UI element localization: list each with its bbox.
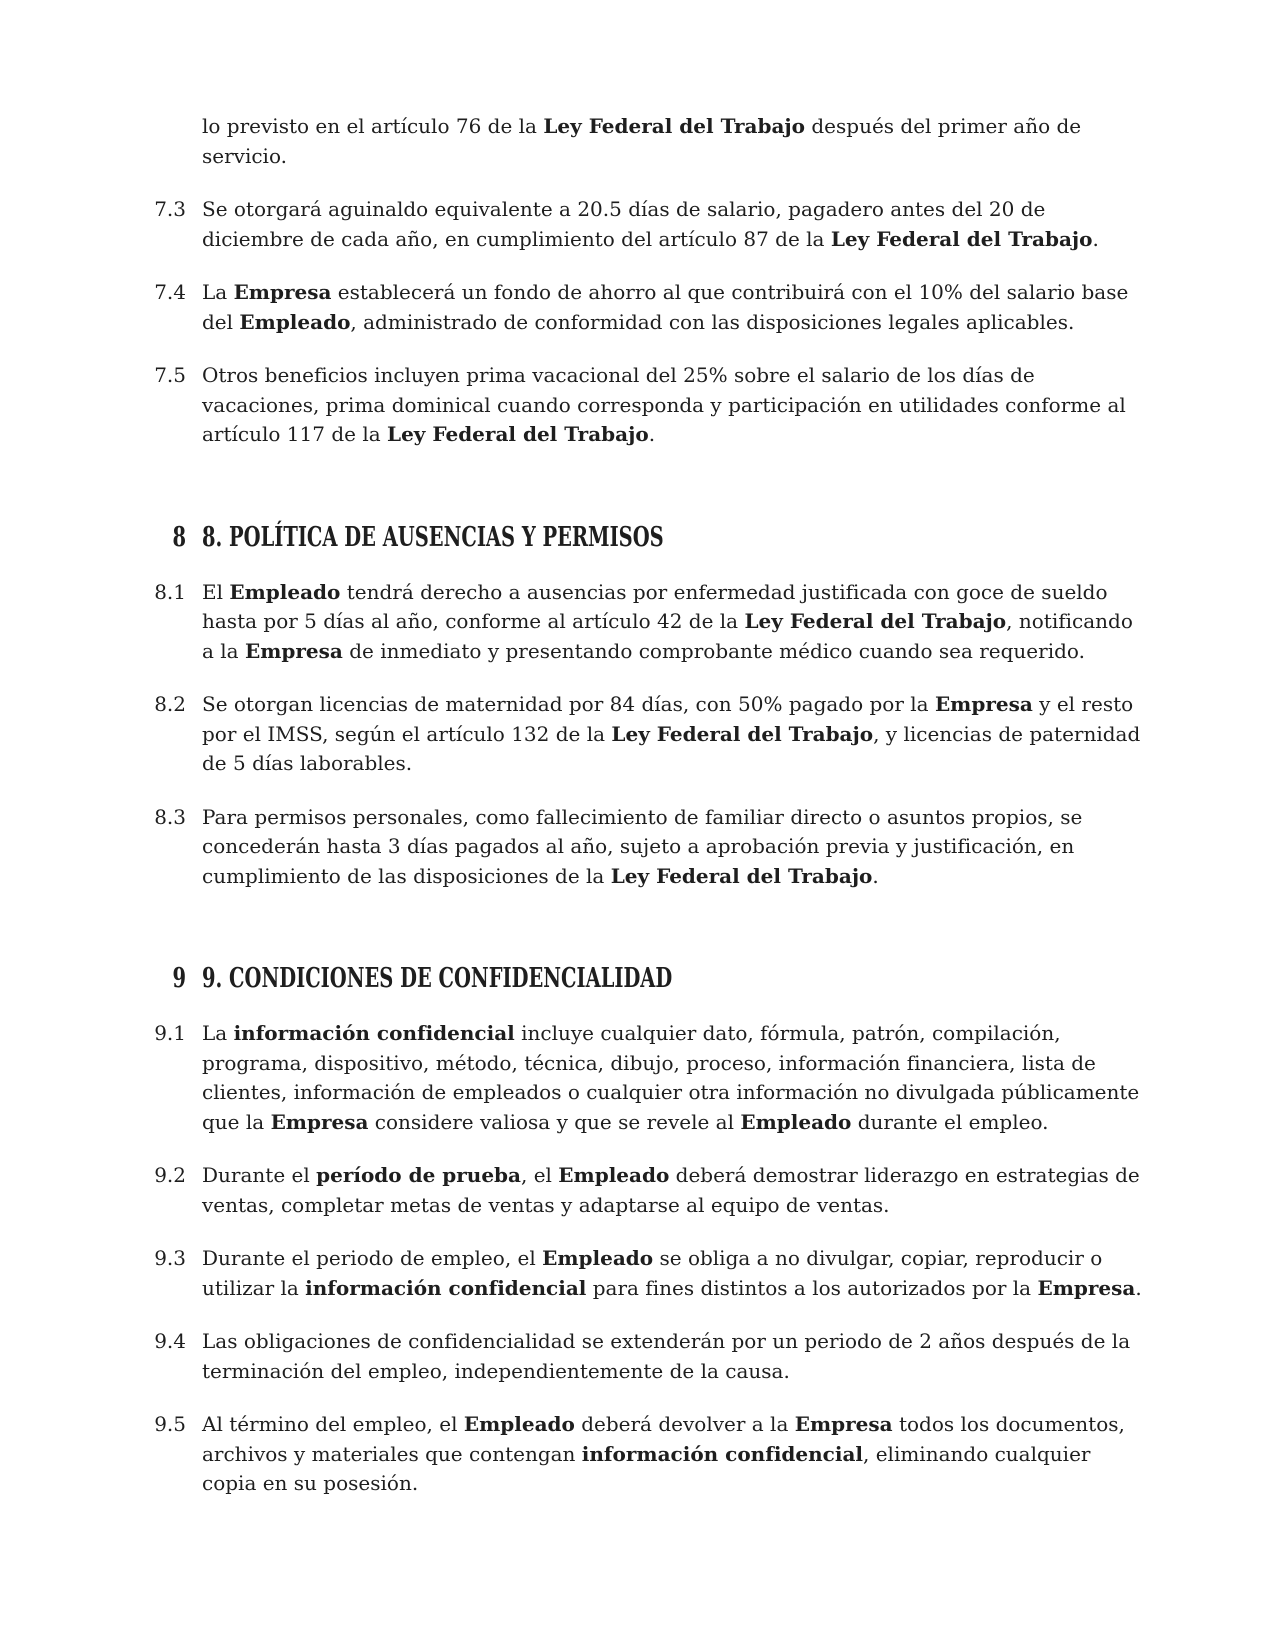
bold-term: Empresa — [244, 638, 343, 663]
clause-number: 9.5 — [154, 1412, 186, 1436]
bold-term: Ley Federal del Trabajo — [744, 609, 1007, 633]
section-title — [202, 963, 882, 995]
clause-row — [150, 1327, 1150, 1386]
clause-row — [150, 803, 1150, 892]
bold-term: Empresa — [794, 1412, 893, 1436]
bold-term: información confidencial — [233, 1021, 515, 1045]
clause-row — [150, 690, 1150, 779]
clause-number: 8.2 — [154, 692, 186, 716]
clause-number: 7.5 — [154, 363, 186, 387]
clause-row — [150, 1019, 1150, 1137]
clause-row — [150, 578, 1150, 667]
clause-row — [150, 195, 1150, 254]
clause-number: 7.4 — [154, 280, 186, 304]
clause-text: lo previsto en el artículo 76 de la Ley Federal del Trabajo después del primer año de servicio. — [202, 114, 1082, 168]
clause-text: Se otorgan licencias de maternidad por 84 días, con 50% pagado por la Empresa y el resto por el IMSS, según el artículo 132 de la Ley Federal del Trabajo, y licencias de paternidad de 5 días laborables. — [202, 692, 1141, 775]
bold-term: Empresa — [1037, 1275, 1136, 1300]
clause-number: 9.3 — [154, 1246, 186, 1270]
bold-term: Ley Federal del Trabajo — [543, 114, 806, 138]
clause-number: 9.1 — [154, 1021, 186, 1045]
clause-number: 9.4 — [154, 1329, 186, 1353]
clause-text: Se otorgará aguinaldo equivalente a 20.5 días de salario, pagadero antes del 20 de diciembre de cada año, en cumplimiento del artículo 87 de la Ley Federal del Trabajo. — [202, 197, 1099, 251]
clause-text: Para permisos personales, como fallecimiento de familiar directo o asuntos propios, se concederán hasta 3 días pagados al año, sujeto a aprobación previa y justificación, en cumplimiento de las disposiciones de la Ley Federal del Trabajo. — [202, 804, 1083, 888]
bold-term: Ley Federal del Trabajo — [611, 721, 874, 746]
clause-row — [150, 112, 1150, 171]
bold-term: Empleado — [558, 1163, 670, 1187]
bold-term: Ley Federal del Trabajo — [610, 863, 873, 888]
bold-term: Empleado — [229, 579, 341, 604]
clause-number: 8.3 — [154, 804, 186, 829]
clause-row — [150, 1244, 1150, 1303]
section-heading-row — [150, 522, 1150, 554]
clause-row — [150, 1410, 1150, 1499]
clause-number: 9.2 — [154, 1163, 186, 1187]
bold-term: 9. CONDICIONES DE CONFIDENCIALIDAD — [202, 963, 673, 994]
bold-term: Ley Federal del Trabajo — [830, 226, 1093, 251]
document-body — [150, 112, 1150, 1499]
bold-term: Ley Federal del Trabajo — [387, 422, 649, 446]
bold-term: Empresa — [233, 280, 332, 304]
bold-term: Empresa — [934, 692, 1033, 716]
clause-text: Durante el período de prueba, el Empleado deberá demostrar liderazgo en estrategias de ventas, completar metas de ventas y adaptarse al equipo de ventas. — [202, 1163, 1140, 1217]
bold-term: información confidencial — [581, 1441, 863, 1466]
bold-term: 8. POLÍTICA DE AUSENCIAS Y PERMISOS — [202, 521, 664, 553]
section-number: 9 — [172, 963, 186, 994]
clause-row — [150, 1161, 1150, 1220]
clause-text: Durante el periodo de empleo, el Empleado se obliga a no divulgar, copiar, reproducir o utilizar la información confidencial para fines distintos a los autorizados por la Empresa. — [202, 1246, 1142, 1300]
clause-text: El Empleado tendrá derecho a ausencias por enfermedad justificada con goce de sueldo hasta por 5 días al año, conforme al artículo 42 de la Ley Federal del Trabajo, notificando a la Empresa de inmediato y presentando comprobante médico cuando sea requerido. — [202, 579, 1133, 663]
bold-term: Empleado — [542, 1246, 654, 1270]
section-title — [202, 522, 882, 554]
clause-number: 8.1 — [154, 579, 186, 604]
bold-term: Empleado — [463, 1412, 575, 1436]
clause-row — [150, 361, 1150, 450]
clause-text: Las obligaciones de confidencialidad se extenderán por un periodo de 2 años después de la terminación del empleo, independientemente de la causa. — [202, 1329, 1131, 1383]
clause-row — [150, 278, 1150, 337]
clause-text: La información confidencial incluye cualquier dato, fórmula, patrón, compilación, programa, dispositivo, método, técnica, dibujo, proceso, información financiera, lista de clientes, información de empleados o cualquier otra información no divulgada públicamente que la Empresa considere valiosa y que se revele al Empleado durante el empleo. — [202, 1021, 1140, 1134]
bold-term: información confidencial — [305, 1275, 587, 1300]
clause-text: La Empresa establecerá un fondo de ahorro al que contribuirá con el 10% del salario base del Empleado, administrado de conformidad con las disposiciones legales aplicables. — [202, 280, 1129, 334]
clause-number: 7.3 — [154, 197, 186, 221]
section-number: 8 — [172, 521, 186, 553]
bold-term: Empleado — [740, 1109, 852, 1134]
bold-term: período de prueba — [316, 1163, 521, 1187]
bold-term: Empleado — [239, 309, 351, 334]
clause-text: Al término del empleo, el Empleado deberá devolver a la Empresa todos los documentos, archivos y materiales que contengan información confidencial, eliminando cualquier copia en su posesión. — [202, 1412, 1125, 1495]
clause-text: Otros beneficios incluyen prima vacacional del 25% sobre el salario de los días de vacaciones, prima dominical cuando corresponda y participación en utilidades conforme al artículo 117 de la Ley Federal del Trabajo. — [202, 363, 1126, 446]
section-heading-row — [150, 963, 1150, 995]
bold-term: Empresa — [270, 1109, 369, 1134]
